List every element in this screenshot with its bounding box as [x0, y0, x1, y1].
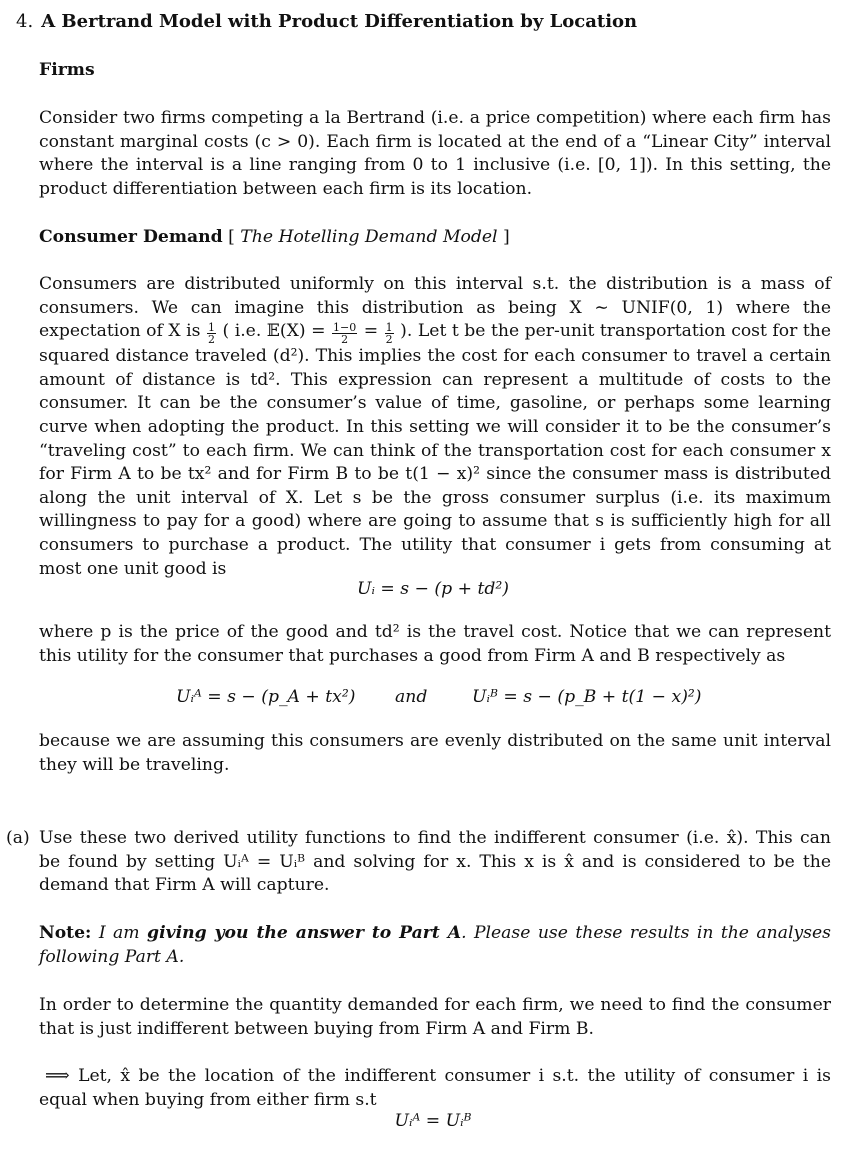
section-number: 4.: [16, 11, 34, 32]
consumer-demand-text-c: ). Let t be the per-unit transportation cost for the squared distance traveled (d²). This implies the cost for each consumer to travel a certain amount of distance is td². This expression can represent a multitude of costs to the consumer. It can be the consumer’s value of time, gasoline, or perhaps some learning curve when adopting the product. In this setting we will consider it to be the consumer’s “traveling cost” to each firm. We can think of the transportation cost for each consumer x for Firm A to be tx² and for Firm B to be t(1 − x)² since the consumer mass is distributed along the unit interval of X. Let s be the gross consumer surplus (i.e. its maximum willingness to pay for a good) where are going to assume that s is sufficiently high for all consumers to purchase a product. The utility that consumer i gets from consuming at most one unit good is: [39, 321, 831, 579]
section-title: A Bertrand Model with Product Differentiation by Location: [41, 11, 638, 32]
consumer-demand-paragraph: Consumers are distributed uniformly on this interval s.t. the distribution is a mass of consumers. We can imagine this distribution as being X ∼ UNIF(0, 1) where the expectation of X is $\frac{1}{2}$ ( i.e. 𝔼(X) = $\frac{1-0}{2}$ = $\frac{1}{2}$ ). Let t be the per-unit transportation cost for the squared distance traveled (d²). This implies the cost for each consumer to travel a certain amount of distance is td². This expression can represent a multitude of costs to the consumer. It can be the consumer’s value of time, gasoline, or perhaps some learning curve when adopting the product. In this setting we will consider it to be the consumer’s “traveling cost” to each firm. We can think of the transportation cost for each consumer x for Firm A to be tx² and for Firm B to be t(1 − x)² since the consumer mass is distributed along the unit interval of X. Let s be the gross consumer surplus (i.e. its maximum willingness to pay for a good) where are going to assume that s is sufficiently high for all consumers to purchase a product. The utility that consumer i gets from consuming at most one unit good is: [39, 274, 831, 579]
part-a-question: Use these two derived utility functions to find the indifferent consumer (i.e. x̂). This can be found by setting Uᵢᴬ = Uᵢᴮ and solving for x. This x is x̂ and is considered to be the demand that Firm A will capture.: [39, 828, 831, 896]
consumer-demand-text-b: ( i.e. 𝔼(X) =: [222, 321, 326, 342]
indifference-equation: Uᵢᴬ = Uᵢᴮ: [394, 1111, 472, 1131]
part-a-label: (a): [6, 828, 30, 848]
consumer-demand-title: Consumer Demand: [39, 227, 223, 247]
implies-arrow: ⟹: [45, 1066, 70, 1086]
indifferent-consumer-text: Let, x̂ be the location of the indifferent consumer i s.t. the utility of consumer i is equal when buying from either firm s.t: [39, 1066, 831, 1110]
note-label: Note:: [39, 923, 92, 943]
fraction-half-denominator: 2: [207, 333, 215, 347]
fraction-expectation: [332, 322, 357, 345]
note-bold: giving you the answer to Part A: [147, 923, 462, 943]
fraction-half-2: [385, 322, 394, 345]
quantity-demanded-paragraph: In order to determine the quantity demanded for each firm, we need to find the consumer that is just indifferent between buying from Firm A and Firm B.: [39, 995, 831, 1039]
consumer-demand-text-a: Consumers are distributed uniformly on this interval s.t. the distribution is a mass of consumers. We can imagine this distribution as being X ∼ UNIF(0, 1) where the expectation of X is: [39, 274, 831, 342]
utility-equation-firm-b: Uᵢᴮ = s − (p_B + t(1 − x)²): [472, 687, 702, 707]
firms-paragraph: Consider two firms competing a la Bertrand (i.e. a price competition) where each firm has constant marginal costs (c > 0). Each firm is located at the end of a “Linear City” interval where the interval is a line ranging from 0 to 1 inclusive (i.e. [0, 1]). In this setting, the product differentiation between each firm is its location.: [39, 108, 831, 199]
utility-equation-firm-a: Uᵢᴬ = s − (p_A + tx²): [176, 687, 356, 707]
note-post: . Please use these results in the analyses following Part A.: [39, 923, 831, 967]
part-a-note: [39, 922, 831, 969]
section-heading: [16, 10, 637, 34]
fraction-half: [207, 322, 216, 345]
utility-equation: Uᵢ = s − (p + td²): [357, 579, 509, 599]
note-pre: I am: [98, 923, 140, 943]
distribution-paragraph: because we are assuming this consumers are evenly distributed on the same unit interval they will be traveling.: [39, 731, 831, 775]
utility-equation-and: and: [395, 687, 428, 707]
utility-explanation-paragraph: where p is the price of the good and td² is the travel cost. Notice that we can represent this utility for the consumer that purchases a good from Firm A and B respectively as: [39, 622, 831, 666]
firms-heading: Firms: [39, 60, 95, 80]
fraction-half-numerator: 1: [207, 321, 215, 335]
consumer-demand-heading: Consumer Demand [ The Hotelling Demand Model ]: [39, 227, 510, 247]
indifferent-consumer-paragraph: [39, 1065, 831, 1112]
fraction-expectation-numerator: 1−0: [333, 321, 357, 335]
fraction-half-2-denominator: 2: [385, 333, 393, 347]
fraction-expectation-denominator: 2: [341, 333, 349, 347]
consumer-demand-subtitle: The Hotelling Demand Model: [240, 227, 498, 247]
fraction-half-2-numerator: 1: [385, 321, 393, 335]
